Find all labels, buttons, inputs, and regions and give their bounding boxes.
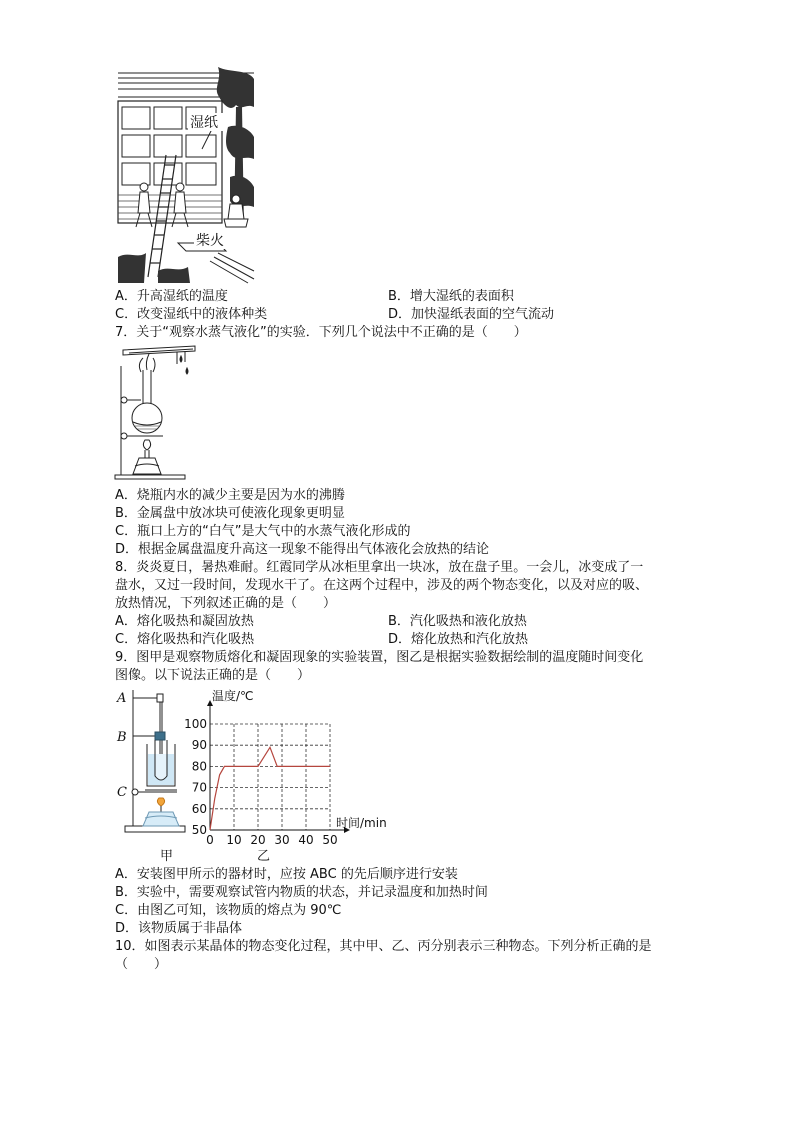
q7-option-d[interactable]: D．根据金属盘温度升高这一现象不能得出气体液化会放热的结论 <box>115 542 490 557</box>
q9-option-a[interactable]: A．安装图甲所示的器材时，应按 ABC 的先后顺序进行安装 <box>115 867 458 882</box>
label-c: C <box>117 785 127 800</box>
y-tick-label: 90 <box>191 738 207 753</box>
caption-jia: 甲 <box>160 849 174 864</box>
x-tick-label: 10 <box>226 833 242 847</box>
y-tick-label: 70 <box>191 780 207 795</box>
q8-stem-line3: 放热情况，下列叙述正确的是（ ） <box>115 596 337 611</box>
q8-stem-line2: 盘水，又过一段时间，发现水干了。在这两个过程中，涉及的两个物态变化，以及对应的吸、 <box>115 578 649 593</box>
y-tick-label: 60 <box>191 801 207 816</box>
q9-option-d[interactable]: D．该物质属于非晶体 <box>115 921 243 936</box>
paper-drying-illustration <box>118 67 254 283</box>
q9-stem-line2: 图像。以下说法正确的是（ ） <box>115 668 311 683</box>
x-tick-label: 30 <box>274 833 290 847</box>
x-tick-label: 50 <box>322 833 338 847</box>
label-b: B <box>117 730 127 745</box>
q7-option-b[interactable]: B．金属盘中放冰块可使液化现象更明显 <box>115 506 345 521</box>
y-axis-label: 温度/℃ <box>212 689 254 703</box>
q8-stem-line1: 8．炎炎夏日，暑热难耐。红霞同学从冰柜里拿出一块冰，放在盘子里。一会儿，冰变成了一 <box>115 560 644 575</box>
temperature-series-line <box>210 747 330 830</box>
steam-liquefaction-apparatus <box>115 342 197 484</box>
melting-apparatus <box>115 686 195 836</box>
q6-option-a[interactable]: A．升高湿纸的温度 <box>115 289 228 304</box>
y-tick-label: 50 <box>191 823 207 837</box>
fire-label: 柴火 <box>196 233 224 249</box>
chart-ticks <box>184 717 338 847</box>
x-tick-label: 0 <box>206 833 214 847</box>
q10-stem-line1: 10．如图表示某晶体的物态变化过程，其中甲、乙、丙分别表示三种物态。下列分析正确的是 <box>115 939 652 954</box>
wet-paper-label: 湿纸 <box>190 115 218 131</box>
q8-option-c[interactable]: C．熔化吸热和汽化吸热 <box>115 632 255 647</box>
temperature-time-chart <box>184 686 390 850</box>
q8-option-b[interactable]: B．汽化吸热和液化放热 <box>388 614 527 629</box>
label-a: A <box>117 691 127 706</box>
x-tick-label: 40 <box>298 833 314 847</box>
x-axis-label: 时间/min <box>336 816 387 830</box>
y-tick-label: 80 <box>191 759 207 774</box>
x-tick-label: 20 <box>250 833 266 847</box>
q9-option-c[interactable]: C．由图乙可知，该物质的熔点为 90℃ <box>115 903 342 918</box>
q6-option-b[interactable]: B．增大湿纸的表面积 <box>388 289 514 304</box>
q7-option-a[interactable]: A．烧瓶内水的减少主要是因为水的沸腾 <box>115 488 345 503</box>
q7-stem: 7．关于“观察水蒸气液化”的实验．下列几个说法中不正确的是（ ） <box>115 325 527 340</box>
y-tick-label: 100 <box>184 717 207 731</box>
caption-yi: 乙 <box>257 849 271 864</box>
q8-option-d[interactable]: D．熔化放热和汽化放热 <box>388 632 529 647</box>
chart-grid <box>210 724 330 830</box>
q10-stem-line2: （ ） <box>115 957 168 972</box>
q9-stem-line1: 9．图甲是观察物质熔化和凝固现象的实验装置，图乙是根据实验数据绘制的温度随时间变化 <box>115 650 644 665</box>
q6-option-d[interactable]: D．加快湿纸表面的空气流动 <box>388 307 555 322</box>
q9-option-b[interactable]: B．实验中，需要观察试管内物质的状态，并记录温度和加热时间 <box>115 885 488 900</box>
q6-option-c[interactable]: C．改变湿纸中的液体种类 <box>115 307 268 322</box>
q8-option-a[interactable]: A．熔化吸热和凝固放热 <box>115 614 254 629</box>
q7-option-c[interactable]: C．瓶口上方的“白气”是大气中的水蒸气液化形成的 <box>115 524 411 539</box>
